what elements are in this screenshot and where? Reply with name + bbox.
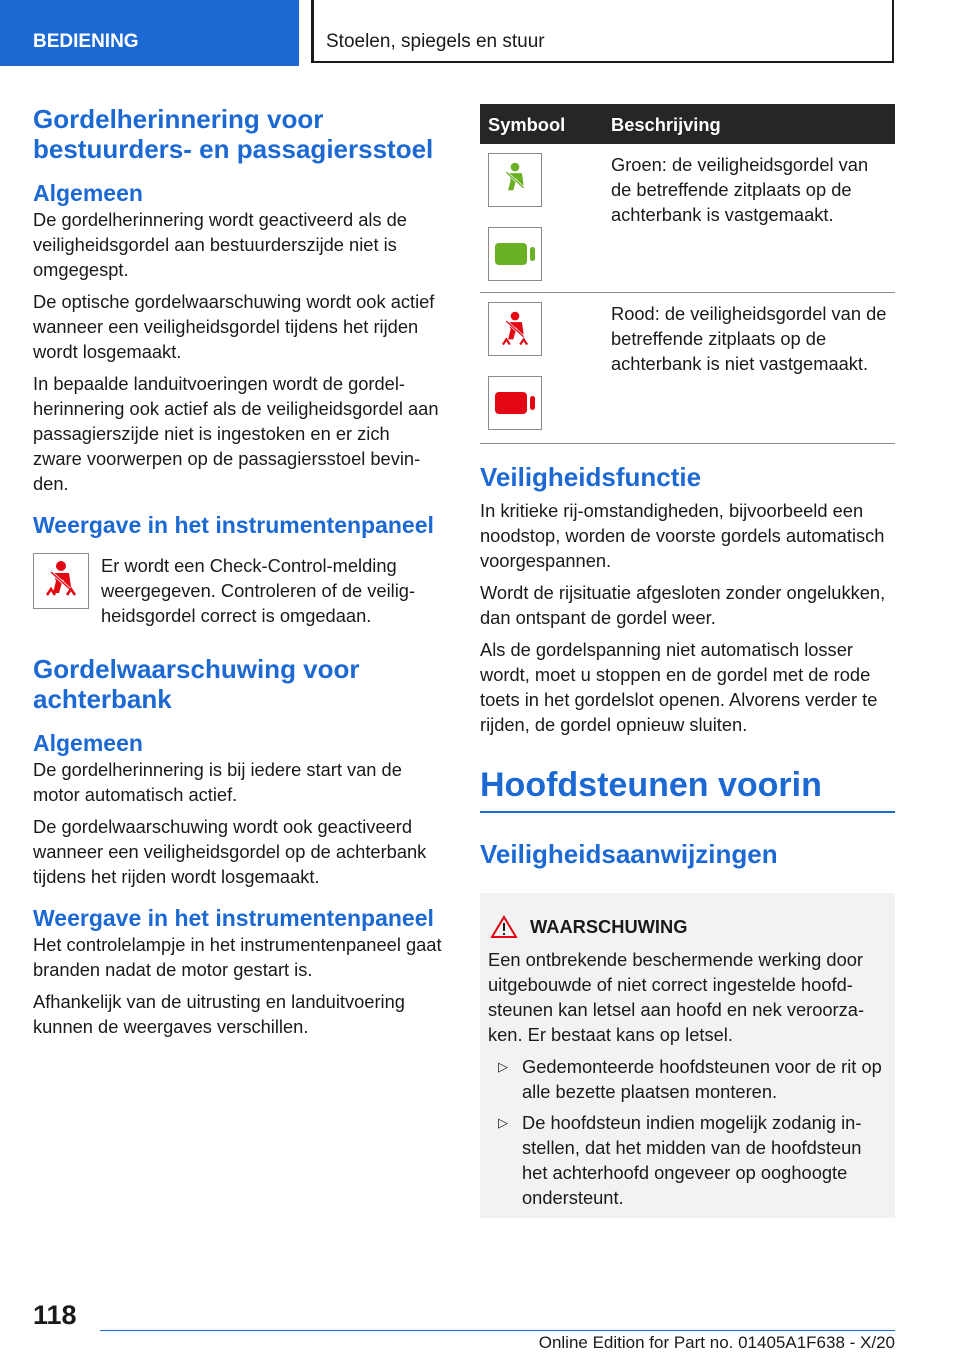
column-header-symbol: Symbool xyxy=(488,114,566,135)
seat-red-icon xyxy=(488,376,542,430)
seatbelt-red-icon xyxy=(488,302,542,356)
chapter-heading-headrests: Hoofdsteunen voorin xyxy=(480,765,895,813)
description-cell: Groen: de veiligheidsgordel van de betreffende zitplaats op de achterbank is vastgemaakt. xyxy=(611,154,869,225)
seat-green-icon xyxy=(488,227,542,281)
heading-rear-warning: Gordelwaarschuwing voor achterbank xyxy=(33,654,360,714)
indicator-note xyxy=(33,553,443,628)
warning-triangle-icon xyxy=(490,915,518,939)
bullet-triangle-icon: ▷ xyxy=(498,1059,508,1074)
page-footer xyxy=(0,1296,960,1362)
seatbelt-green-icon xyxy=(488,153,542,207)
warning-text: Een ontbrekende beschermende werking door uitgebouwde of niet correct ingestelde hoofdsteunen kan letsel aan hoofd en nek veroorzaken. Er bestaat kans op letsel. xyxy=(488,949,865,1045)
footer-divider xyxy=(100,1330,895,1331)
symbol-table xyxy=(480,104,895,444)
bullet-triangle-icon: ▷ xyxy=(498,1115,508,1130)
table-row xyxy=(480,293,895,444)
paragraph: De optische gordelwaarschuwing wordt ook actief wanneer een veiligheidsgordel tijdens het rijden wordt losgemaakt. xyxy=(33,291,435,362)
heading-safety-notes: Veiligheidsaanwijzingen xyxy=(480,839,778,869)
paragraph: De gordelherinnering wordt geactiveerd als de veiligheidsgordel aan bestuurderszijde niet is omgegespt. xyxy=(33,209,407,280)
paragraph: In bepaalde landuitvoeringen wordt de gordelherinnering ook actief als de veiligheidsgordel aan passagierszijde niet is ingestoken en er zich zware voorwerpen op de passagiersstoel bevinden. xyxy=(33,373,439,494)
edition-note: Online Edition for Part no. 01405A1F638 - X/20 xyxy=(538,1333,895,1352)
warning-header xyxy=(488,915,887,939)
symbol-cell xyxy=(488,153,542,281)
page-number: 118 xyxy=(33,1300,77,1330)
chapter-title: Stoelen, spiegels en stuur xyxy=(311,0,894,63)
right-column xyxy=(480,462,895,1218)
subheading-general: Algemeen xyxy=(33,730,143,756)
paragraph: Afhankelijk van de uitrusting en landuitvoering kunnen de weergaves verschillen. xyxy=(33,991,405,1037)
paragraph: De gordelherinnering is bij iedere start van de motor automatisch actief. xyxy=(33,759,402,805)
seatbelt-red-icon xyxy=(33,553,89,609)
paragraph: Wordt de rijsituatie afgesloten zonder ongelukken, dan ontspant de gordel weer. xyxy=(480,582,886,628)
bullet-text: De hoofdsteun indien mogelijk zodanig instellen, dat het midden van de hoofdsteun het achterhoofd ongeveer op ooghoogte ondersteunt. xyxy=(522,1112,862,1208)
subheading-display: Weergave in het instrumentenpaneel xyxy=(33,512,434,538)
paragraph: Het controlelampje in het instrumentenpaneel gaat branden nadat de motor gestart is. xyxy=(33,934,442,980)
table-row xyxy=(480,144,895,293)
list-item xyxy=(488,1110,887,1210)
subheading-display: Weergave in het instrumentenpaneel xyxy=(33,905,434,931)
paragraph: Er wordt een Check-Control-melding weergegeven. Controleren of de veiligheidsgordel correct is omgedaan. xyxy=(101,555,416,626)
bullet-text: Gedemonteerde hoofdsteunen voor de rit op alle bezette plaatsen monteren. xyxy=(522,1056,882,1102)
warning-box xyxy=(480,893,895,1218)
paragraph: In kritieke rij-omstandigheden, bijvoorbeeld een noodstop, worden de voorste gordels automatisch voorgespannen. xyxy=(480,500,885,571)
section-tab: BEDIENING xyxy=(0,0,299,66)
page-header xyxy=(0,0,960,66)
warning-label: WAARSCHUWING xyxy=(530,916,688,937)
heading-safety-function: Veiligheidsfunctie xyxy=(480,462,702,492)
heading-seatbelt-reminder: Gordelherinnering voor bestuurders- en passagiersstoel xyxy=(33,104,434,164)
list-item xyxy=(488,1054,887,1104)
paragraph: Als de gordelspanning niet automatisch losser wordt, moet u stoppen en de gordel met de rode toets in het gordelslot openen. Alvorens verder te rijden, de gordel opnieuw sluiten. xyxy=(480,639,878,735)
subheading-general: Algemeen xyxy=(33,180,143,206)
paragraph: De gordelwaarschuwing wordt ook geactiveerd wanneer een veiligheidsgordel op de achterbank tijdens het rijden wordt losgemaakt. xyxy=(33,816,427,887)
left-column xyxy=(33,104,443,1046)
column-header-description: Beschrijving xyxy=(611,114,721,135)
symbol-cell xyxy=(488,302,542,430)
description-cell: Rood: de veiligheidsgordel van de betreffende zitplaats op de achterbank is niet vastgemaakt. xyxy=(611,303,887,374)
table-header xyxy=(480,104,895,144)
